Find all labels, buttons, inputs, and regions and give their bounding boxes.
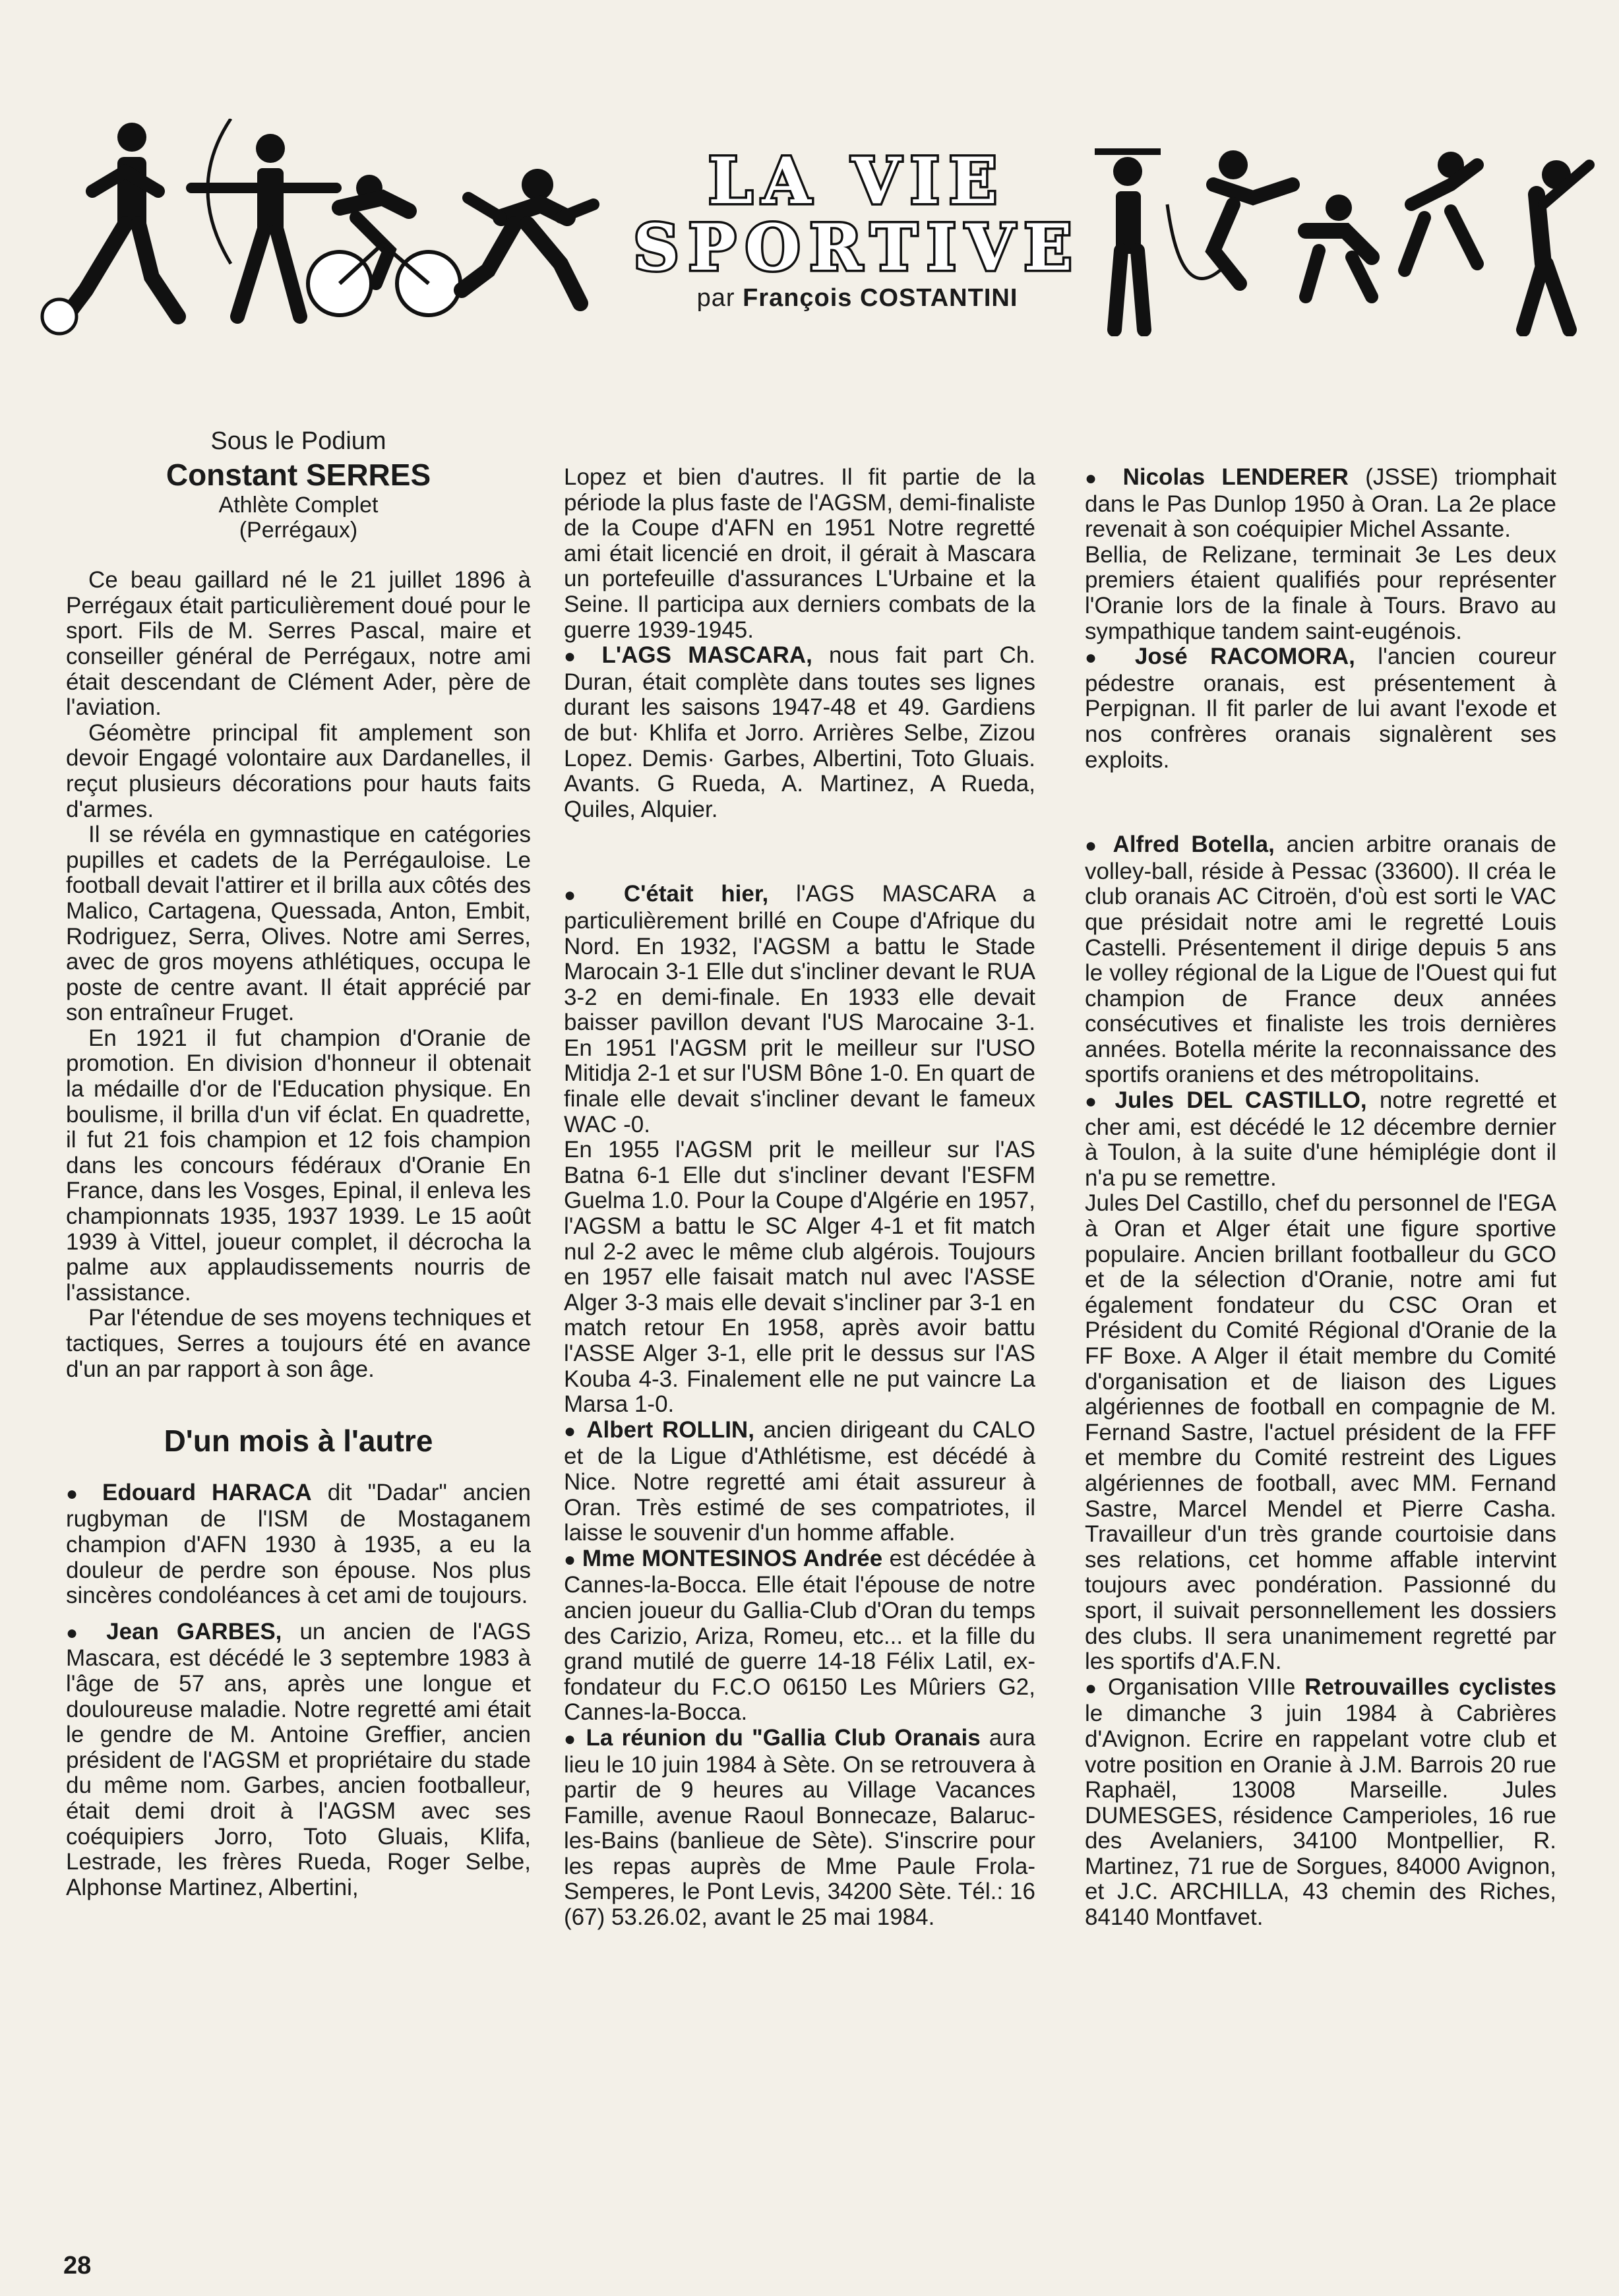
masthead-title-line1: LA VIE	[708, 144, 1006, 218]
news-item-text: dit "Dadar" ancien rugbyman de l'ISM de Mostaganem champion d'AFN 1930 à 1935, a eu la douleur de perdre son épouse. Nos plus sincères condoléances à cet ami de toujours.	[66, 1479, 531, 1609]
news-item	[1085, 465, 1556, 543]
section-title: D'un mois à l'autre	[164, 1424, 433, 1459]
news-item	[564, 1418, 1035, 1546]
cyclist-icon	[308, 175, 460, 315]
news-item	[564, 1546, 1035, 1726]
news-item-name: Edouard HARACA	[102, 1479, 312, 1505]
article-subtitle: Athlète Complet	[218, 493, 379, 518]
column-1	[66, 429, 531, 1900]
article-paragraph: Bellia, de Relizane, terminait 3e Les deux premiers étaient qualifiés pour représenter l'Oranie lors de la finale à Tours. Bravo au sympathique tandem saint-eugénois.	[1085, 541, 1556, 644]
news-item	[564, 643, 1035, 822]
article-paragraph: Il se révéla en gymnastique en catégories pupilles et cadets de la Perrégauloise. Le football devait l'attirer et il brilla aux côtés des Malico, Cartagena, Quessada, Anton, Embit, Rodriguez, Serra, Olives. Notre ami Serres, avec de gros moyens athlétiques, occupa le poste de centre avant. Il était apprécié par son entraîneur Fruget.	[66, 822, 531, 1026]
football-player-icon	[42, 123, 178, 334]
article-paragraph: Ce beau gaillard né le 21 juillet 1896 à Perrégaux était particulièrement doué pour le sport. Fils de M. Serres Pascal, maire et conseiller général de Perrégaux, notre ami était descendant de Clément Ader, père de l'aviation.	[66, 567, 531, 721]
article-paragraph: Jules Del Castillo, chef du personnel de l'EGA à Oran et Alger était une figure sportive populaire. Ancien brillant footballeur du GCO et de la sélection d'Oranie, notre ami fut également fondateur du CSC Oran et Président du Comité Régional d'Oranie de la FF Boxe. A Alger il était membre du Comité d'organisation et de liaison des Ligues algériennes de football en compagnie de M. Fernand Sastre, l'actuel président de la FFF et membre du Comité restreint des Ligues algériennes de football, avec MM. Fernand Sastre, Marcel Mendel et Pierre Casha. Travailleur d'un très grande courtoisie dans ses relations, cet homme affable intervint toujours avec pondération. Passionné du sport, il suivait personnellement les dossiers des clubs. Il sera unanimement regretté par les sportifs d'A.F.N.	[1085, 1190, 1556, 1675]
news-item-name: Alfred Botella,	[1113, 831, 1275, 858]
sport-pictograms-left	[40, 119, 607, 336]
column-2	[564, 465, 1035, 1931]
masthead-area	[0, 0, 1619, 396]
news-item	[1085, 832, 1556, 1088]
fencer-icon	[1167, 150, 1293, 284]
masthead-title-line2: SPORTIVE	[633, 210, 1082, 285]
weightlifter-icon	[1095, 152, 1161, 330]
news-item-name: Retrouvailles cyclistes	[1304, 1674, 1556, 1700]
article-title: Constant SERRES	[166, 457, 431, 492]
news-item-name: C'était hier,	[623, 881, 769, 907]
news-item-text: (JSSE) triomphait dans le Pas Dunlop 1950 à Oran. La 2e place revenait à son coéquipier Michel Assante.	[1085, 464, 1556, 543]
news-item-text: l'ancien coureur pédestre oranais, est présentement à Perpignan. Il fit parler de lui avant l'exode et nos confrères oranais signalèrent ses exploits.	[1085, 644, 1556, 773]
gymnast-icon	[1405, 152, 1477, 270]
column-3	[1085, 465, 1556, 1931]
news-item	[1085, 644, 1556, 773]
news-item-name: Jean GARBES,	[106, 1618, 282, 1645]
news-item-text: aura lieu le 10 juin 1984 à Sète. On se retrouvera à partir de 9 heures au Village Vacances Famille, avenue Raoul Bonnecaze, Balaruc-les-Bains (banlieue de Sète). S'inscrire pour les repas auprès de Mme Paule Frola-Semperes, le Pont Levis, 34200 Sète. Tél.: 16 (67) 53.26.02, avant le 25 mai 1984.	[564, 1724, 1035, 1931]
news-item-text: l'AGS MASCARA a particulièrement brillé en Coupe d'Afrique du Nord. En 1932, l'AGSM a battu le Stade Marocain 3-1 Elle dut s'incliner devant le RUA 3-2 en demi-finale. En 1933 elle devait baisser pavillon devant l'US Marocaine 3-1. En 1951 l'AGSM prit le meilleur sur l'USO Mitidja 2-1 et sur l'USM Bône 1-0. En quart de finale elle devait s'incliner devant le fameux WAC -0.	[564, 881, 1035, 1137]
news-item-text: un ancien de l'AGS Mascara, est décédé le 3 septembre 1983 à l'âge de 57 ans, après une longue et douloureuse maladie. Notre regretté ami était le gendre de M. Antoine Greffier, ancien président de l'AGSM et propriétaire du stade du même nom. Garbes, ancien footballeur, était demi droit à l'AGSM avec ses coéquipiers Jorro, Toto Gluais, Klifa, Lestrade, les frères Rueda, Roger Selbe, Alphonse Martinez, Albertini,	[66, 1618, 531, 1900]
news-item-name: José RACOMORA,	[1134, 644, 1355, 670]
news-item-name: L'AGS MASCARA,	[601, 642, 812, 669]
news-item	[66, 1480, 531, 1609]
byline-prefix: par	[696, 284, 735, 312]
news-item-text: nous fait part Ch. Duran, était complète dans toutes ses lignes durant les saisons 1947-48 et 49. Gardiens de but· Khlifa et Jorro. Arrières Selbe, Zizou Lopez. Demis· Garbes, Albertini, Toto Gluais. Avants. G Rueda, A. Martinez, A Rueda, Quiles, Alquier.	[564, 642, 1035, 822]
news-item-text: ancien arbitre oranais de volley-ball, réside à Pessac (33600). Il créa le club oranais AC Citroën, d'où est sorti le VAC que présidait notre ami le regretté Louis Castelli. Présentement il dirige depuis 5 ans le volley régional de la Ligue de l'Ouest qui fut champion de France deux années consécutives et finaliste les trois dernières années. Botella mérite la reconnaissance des sportifs oraniens et des métropolitains.	[1085, 831, 1556, 1088]
article-paragraph: En 1955 l'AGSM prit le meilleur sur l'AS Batna 6-1 Elle dut s'incliner devant l'ESFM Guelma 1.0. Pour la Coupe d'Algérie en 1957, l'AGSM a battu le SC Alger 4-1 et fit match nul 2-2 avec le même club algérois. Toujours en 1957 elle faisait match nul avec l'ASSE Alger 3-3 mais elle devait s'incliner par 3-1 en match retour En 1958, après avoir battu l'ASSE Alger 3-1, elle prit le dessus sur l'AS Kouba 4-3. Finalement elle ne put vaincre La Marsa 1-0.	[564, 1137, 1035, 1418]
section-kicker: Sous le Podium	[210, 427, 386, 455]
news-item-name: Jules DEL CASTILLO,	[1115, 1087, 1367, 1114]
news-item-name: Albert ROLLIN,	[586, 1416, 754, 1443]
news-item-prefix: Organisation VIIIe	[1107, 1674, 1305, 1700]
news-item	[1085, 1088, 1556, 1191]
handball-player-icon	[1523, 160, 1589, 330]
article-paragraph: En 1921 il fut champion d'Oranie de promotion. En division d'honneur il obtenait la médaille d'or de l'Education physique. En boulisme, il brilla d'un vif éclat. En quadrette, il fut 21 fois champion et 12 fois champion dans les concours fédéraux d'Oranie En France, dans les Vosges, Epinal, il enleva les championnats 1935, 1937 1939. Le 15 août 1939 à Vittel, joueur complet, il décrocha la palme aux applaudissements nourris de l'assistance.	[66, 1025, 531, 1306]
news-item-text: le dimanche 3 juin 1984 à Cabrières d'Avignon. Ecrire en rappelant votre club et votre position en Oranie à J.M. Barrois 20 rue Raphaël, 13008 Marseille. Jules DUMESGES, résidence Camperioles, 16 rue des Avelaniers, 34100 Montpellier, R. Martinez, 71 rue de Sorgues, 84000 Avignon, et J.C. ARCHILLA, 43 chemin des Riches, 84140 Montfavet.	[1085, 1701, 1556, 1931]
news-item-name: La réunion du "Gallia Club Oranais	[586, 1724, 981, 1751]
article-paragraph: Par l'étendue de ses moyens techniques et tactiques, Serres a toujours été en avance d'un an par rapport à son âge.	[66, 1305, 531, 1382]
news-item-text: notre regretté et cher ami, est décédé le 12 décembre dernier à Toulon, à la suite d'une hémiplégie dont il n'a pu se remettre.	[1085, 1087, 1556, 1191]
news-item	[1085, 1675, 1556, 1931]
article-paragraph: Géomètre principal fit amplement son devoir Engagé volontaire aux Dardanelles, il reçut plusieurs décorations pour hauts faits d'armes.	[66, 719, 531, 822]
page-number: 28	[63, 2252, 92, 2280]
byline-author: François COSTANTINI	[743, 284, 1018, 312]
news-item-name: Mme MONTESINOS Andrée	[582, 1545, 883, 1571]
masthead	[633, 144, 1082, 313]
news-item	[564, 1726, 1035, 1931]
news-item-name: Nicolas LENDERER	[1122, 464, 1349, 490]
byline	[633, 284, 1082, 313]
article-paragraph: Lopez et bien d'autres. Il fit partie de la période la plus faste de l'AGSM, demi-finaliste de la Coupe d'AFN en 1951 Notre regretté ami était licencié en droit, il gérait à Mascara un portefeuille d'assurances L'Urbaine et la Seine. Il participa aux derniers combats de la guerre 1939-1945.	[564, 464, 1035, 643]
news-item	[66, 1619, 531, 1901]
runner-icon	[462, 169, 594, 303]
news-item-text: est décédée à Cannes-la-Bocca. Elle était l'épouse de notre ancien joueur du Gallia-Club d'Oran du temps des Carizio, Ariza, Romeu, etc... et la fille du grand mutilé de guerre 14-18 Félix Latil, ex-fondateur du F.C.O 06150 Les Mûriers G2, Cannes-la-Bocca.	[564, 1545, 1035, 1726]
sport-pictograms-right	[1082, 138, 1596, 336]
article-subtitle-place: (Perrégaux)	[239, 518, 358, 543]
wrestler-icon	[1306, 195, 1372, 297]
news-item-text: ancien dirigeant du CALO et de la Ligue d'Athlétisme, est décédé à Nice. Notre regretté ami était assureur à Oran. Très estimé de ses compatriotes, il laisse le souvenir d'un homme affable.	[564, 1416, 1035, 1546]
news-item	[564, 882, 1035, 1137]
